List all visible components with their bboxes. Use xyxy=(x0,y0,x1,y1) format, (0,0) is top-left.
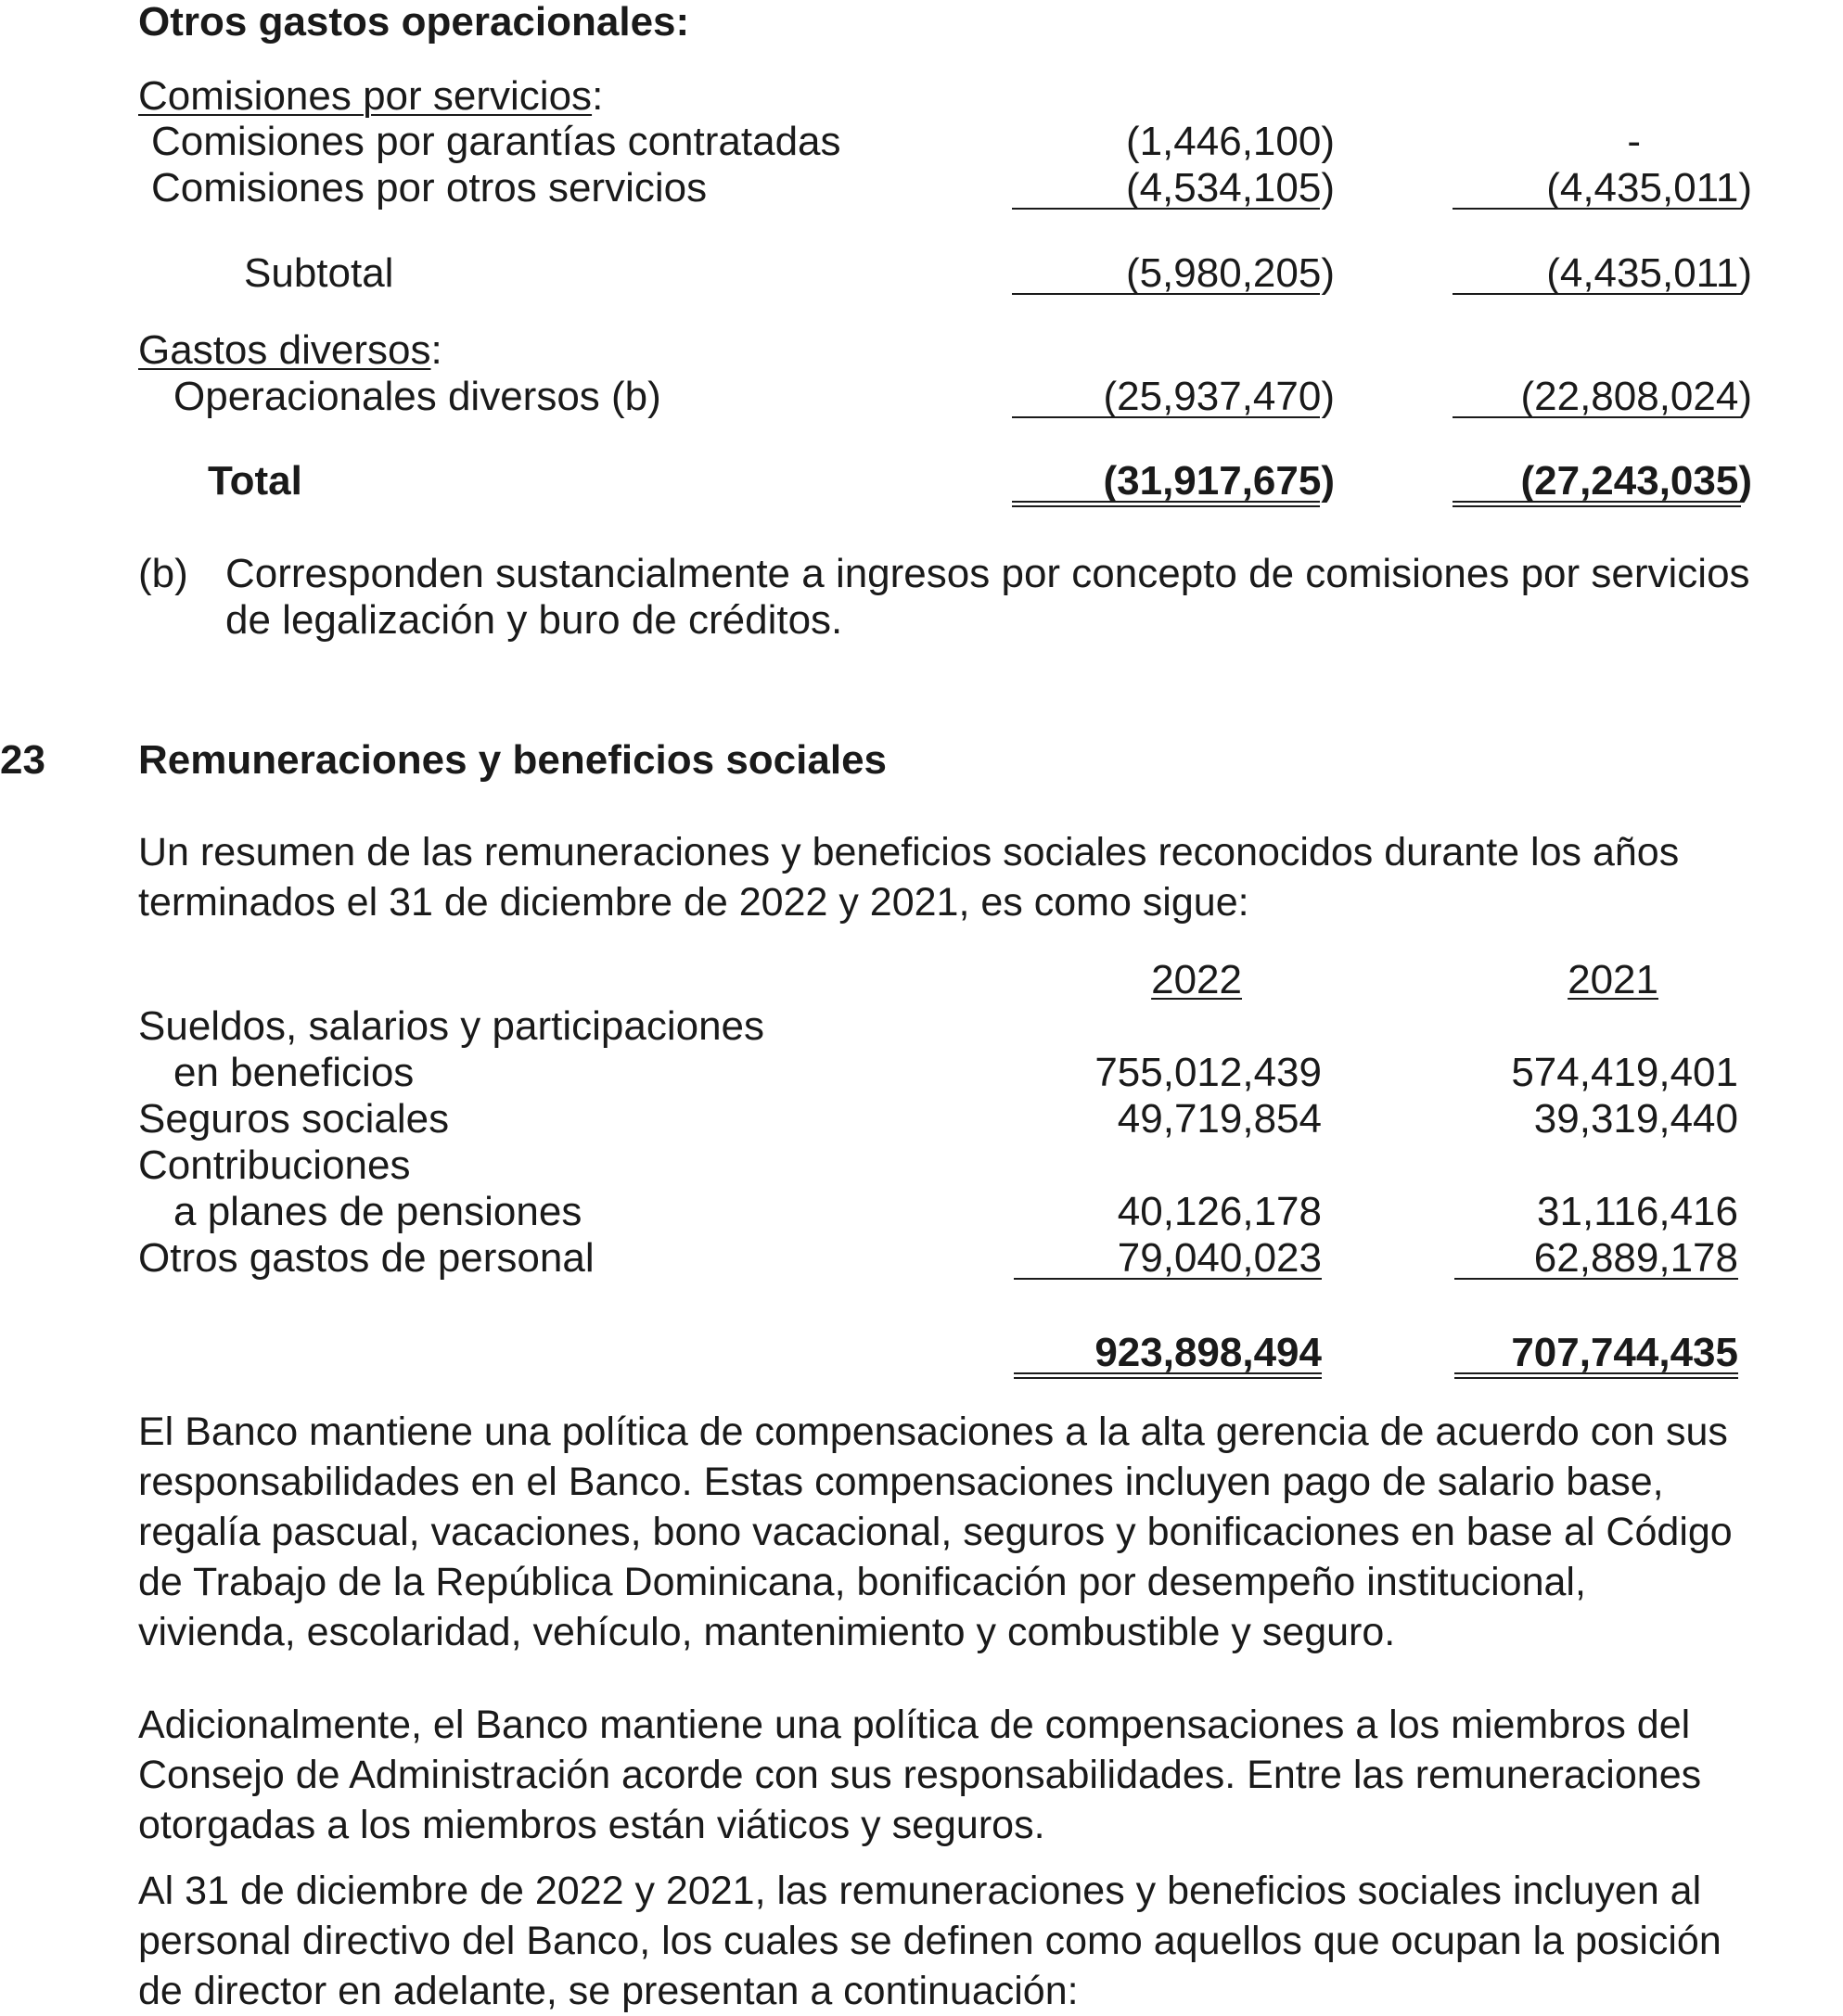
row-label: Otros gastos de personal xyxy=(138,1235,595,1281)
subtotal-label: Subtotal xyxy=(244,250,394,296)
double-underline xyxy=(1012,501,1320,507)
value-2022: (25,937,470) xyxy=(1103,374,1335,419)
underline xyxy=(1014,1278,1322,1280)
section-heading: Otros gastos operacionales: xyxy=(138,0,690,45)
double-underline xyxy=(1454,1372,1738,1379)
value-2022: 40,126,178 xyxy=(1117,1189,1322,1234)
column-header-2022: 2022 xyxy=(1151,957,1242,1002)
row-label: Contribuciones xyxy=(138,1142,411,1188)
double-underline xyxy=(1453,501,1741,507)
value-2021: 31,116,416 xyxy=(1537,1189,1738,1234)
value-2022: 79,040,023 xyxy=(1117,1235,1322,1281)
paragraph-alta-gerencia: El Banco mantiene una política de compensaciones a la alta gerencia de acuerdo con sus responsabilidades en el Banco. Estas compensaciones incluyen pago de salario base, regalía pascual, vacaciones, bono vacacional, seguros y bonificaciones en base al Código de Trabajo de la República Dominicana, bonificación por desempeño institucional, vivienda, escolaridad, vehículo, mantenimiento y combustible y seguro. xyxy=(138,1410,1733,1654)
total-label: Total xyxy=(208,458,302,504)
total-2022: (31,917,675) xyxy=(1103,458,1335,504)
total-2021: (27,243,035) xyxy=(1520,458,1752,504)
paragraph-consejo: Adicionalmente, el Banco mantiene una política de compensaciones a los miembros del Consejo de Administración acorde con sus responsabilidades. Entre las remuneraciones otorgadas a los miembros están viáticos y seguros. xyxy=(138,1703,1702,1847)
row-label: Seguros sociales xyxy=(138,1096,450,1142)
subtotal-2021: (4,435,011) xyxy=(1546,250,1752,296)
value-2022: 49,719,854 xyxy=(1117,1096,1322,1142)
value-2021: 62,889,178 xyxy=(1533,1235,1738,1281)
section-title: Remuneraciones y beneficios sociales xyxy=(138,737,888,783)
subtotal-2022: (5,980,205) xyxy=(1125,250,1335,296)
section-number: 23 xyxy=(0,737,45,783)
underline xyxy=(1012,293,1320,295)
note-text: de legalización y buro de créditos. xyxy=(225,597,843,643)
underline xyxy=(1453,293,1741,295)
double-underline xyxy=(1014,1372,1322,1379)
underline xyxy=(1453,208,1741,210)
value-2021: 574,419,401 xyxy=(1511,1050,1738,1095)
row-label: Operacionales diversos (b) xyxy=(173,374,661,419)
underline xyxy=(1453,416,1741,418)
value-2022: 755,012,439 xyxy=(1094,1050,1322,1095)
comisiones-subheading: Comisiones por servicios: xyxy=(138,73,604,119)
column-header-2021: 2021 xyxy=(1568,957,1658,1002)
row-label: a planes de pensiones xyxy=(173,1189,582,1234)
value-2021: (22,808,024) xyxy=(1520,374,1752,419)
value-2021: (4,435,011) xyxy=(1546,165,1752,211)
underline xyxy=(1012,416,1320,418)
value-2021: - xyxy=(1627,119,1641,164)
note-text: Corresponden sustancialmente a ingresos por concepto de comisiones por servicios xyxy=(225,551,1750,596)
total-2021: 707,744,435 xyxy=(1511,1330,1738,1375)
row-label: Comisiones por otros servicios xyxy=(151,165,708,211)
value-2021: 39,319,440 xyxy=(1533,1096,1738,1142)
underline xyxy=(1012,208,1320,210)
total-2022: 923,898,494 xyxy=(1094,1330,1322,1375)
note-marker: (b) xyxy=(138,551,188,596)
gastos-subheading: Gastos diversos: xyxy=(138,327,442,373)
underline xyxy=(1454,1278,1738,1280)
value-2022: (4,534,105) xyxy=(1125,165,1335,211)
row-label: Sueldos, salarios y participaciones xyxy=(138,1003,765,1049)
value-2022: (1,446,100) xyxy=(1125,119,1335,164)
row-label: en beneficios xyxy=(173,1050,415,1095)
paragraph-personal-directivo: Al 31 de diciembre de 2022 y 2021, las remuneraciones y beneficios sociales incluyen al personal directivo del Banco, los cuales se definen como aquellos que ocupan la posición de director en adelante, se presentan a continuación: xyxy=(138,1869,1721,2013)
row-label: Comisiones por garantías contratadas xyxy=(151,119,841,164)
intro-paragraph: Un resumen de las remuneraciones y beneficios sociales reconocidos durante los años terminados el 31 de diciembre de 2022 y 2021, es como sigue: xyxy=(138,830,1680,925)
